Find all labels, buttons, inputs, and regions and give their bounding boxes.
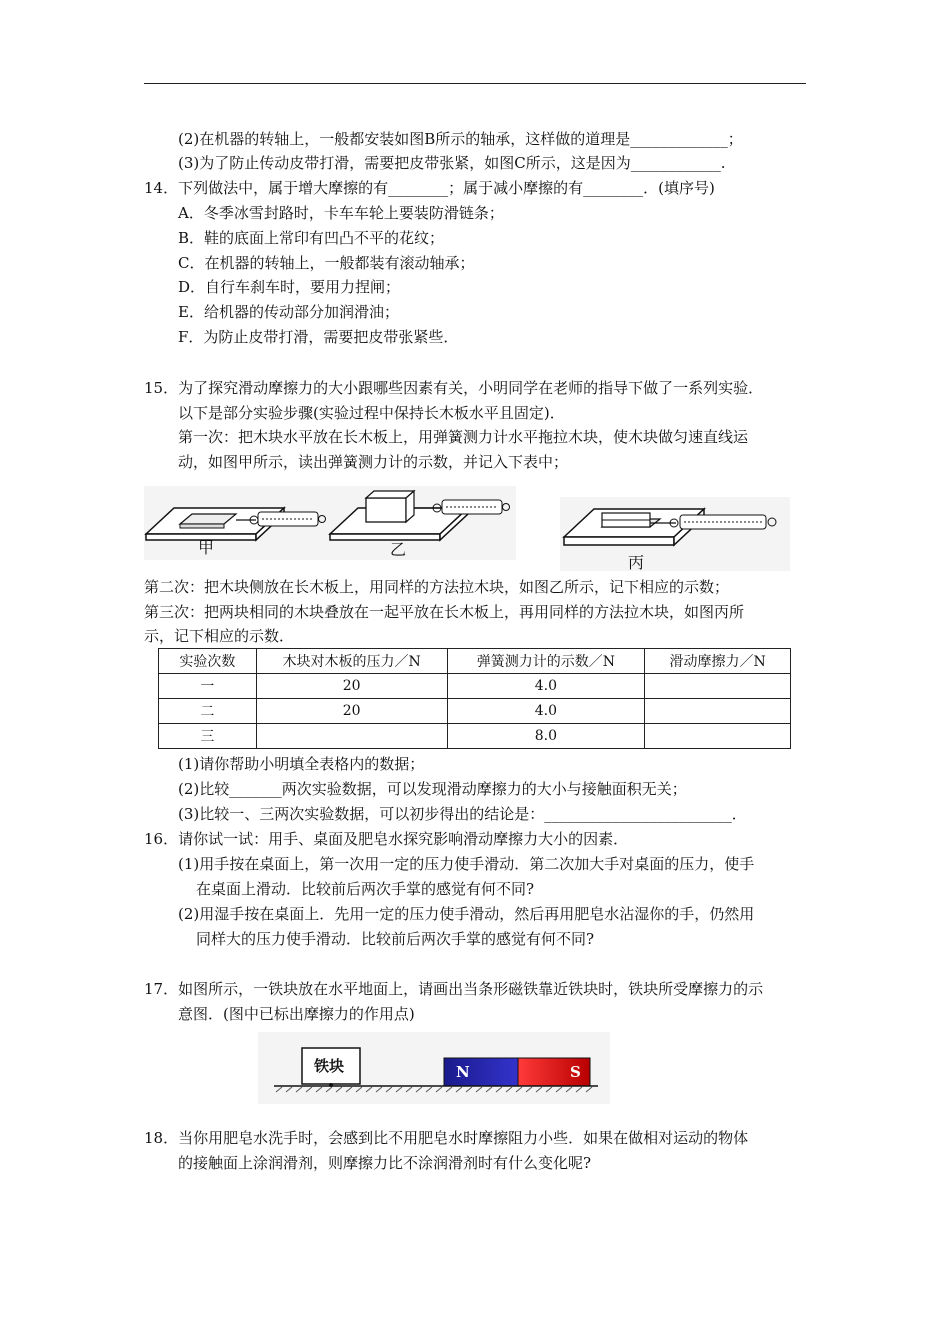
q14-option-a: A．冬季冰雪封路时，卡车车轮上要装防滑链条； [178, 204, 504, 222]
q14-option-d: D．自行车刹车时，要用力捏闸； [178, 278, 401, 296]
q15-stem-2: 以下是部分实验步骤(实验过程中保持长木板水平且固定)． [178, 404, 565, 422]
q15-sub2: (2)比较_______两次实验数据，可以发现滑动摩擦力的大小与接触面积无关； [178, 780, 687, 798]
q17-stem-cont: 意图．(图中已标出摩擦力的作用点) [178, 1005, 415, 1023]
q14-option-b: B．鞋的底面上常印有凹凸不平的花纹； [178, 229, 445, 247]
q15-sub1: (1)请你帮助小明填全表格内的数据； [178, 755, 425, 773]
table-header-row [159, 649, 791, 674]
q14-stem: 14．下列做法中，属于增大摩擦的有________；属于减小摩擦的有________．(填序号) [144, 179, 715, 197]
q13-part3: (3)为了防止传动皮带打滑，需要把皮带张紧，如图C所示，这是因为____________. [178, 154, 726, 172]
label-bing: 丙 [628, 553, 645, 572]
table-cell: 一 [159, 674, 257, 699]
table-cell: 20 [256, 699, 447, 724]
q16-stem: 16．请你试一试：用手、桌面及肥皂水探究影响滑动摩擦力大小的因素． [144, 830, 629, 848]
table-row [159, 699, 791, 724]
q15-stem: 15．为了探究滑动摩擦力的大小跟哪些因素有关，小明同学在老师的指导下做了一系列实验． [144, 379, 764, 397]
q15-step3: 第三次：把两块相同的木块叠放在一起平放在长木板上，再用同样的方法拉木块，如图丙所 [144, 603, 745, 621]
iron-magnet-drawing [258, 1032, 610, 1104]
table-cell [645, 674, 791, 699]
figure-bing [560, 497, 790, 571]
table-cell: 8.0 [447, 724, 645, 749]
table-cell: 4.0 [447, 674, 645, 699]
table-header-cell: 滑动摩擦力／N [645, 649, 791, 674]
table-header-cell: 弹簧测力计的示数／N [447, 649, 645, 674]
table-row [159, 724, 791, 749]
q13-part2: (2)在机器的转轴上，一般都安装如图B所示的轴承，这样做的道理是_____________； [178, 130, 743, 148]
table-row [159, 674, 791, 699]
q14-option-f: F．为防止皮带打滑，需要把皮带张紧些． [178, 328, 459, 346]
table-header-cell: 木块对木板的压力／N [256, 649, 447, 674]
q18-stem: 18．当你用肥皂水洗手时，会感到比不用肥皂水时摩擦阻力小些．如果在做相对运动的物体 [144, 1129, 749, 1147]
q15-step1-cont: 动，如图甲所示，读出弹簧测力计的示数，并记入下表中； [178, 453, 569, 471]
q14-option-c: C．在机器的转轴上，一般都装有滚动轴承； [178, 254, 475, 272]
table-header-cell: 实验次数 [159, 649, 257, 674]
q18-stem-cont: 的接触面上涂润滑剂，则摩擦力比不涂润滑剂时有什么变化呢? [178, 1154, 592, 1172]
q15-step3-cont: 示，记下相应的示数． [144, 627, 295, 645]
table-cell: 二 [159, 699, 257, 724]
q15-sub3: (3)比较一、三两次实验数据，可以初步得出的结论是：_________________________． [178, 805, 747, 823]
table-cell: 4.0 [447, 699, 645, 724]
iron-block-label: 铁块 [314, 1057, 345, 1075]
magnet-n-label: N [456, 1063, 470, 1081]
magnet-s-label: S [570, 1063, 581, 1081]
table-cell: 三 [159, 724, 257, 749]
header-rule [144, 83, 806, 84]
q14-option-e: E．给机器的传动部分加润滑油； [178, 303, 399, 321]
label-jia: 甲 [198, 538, 215, 557]
figure-iron-magnet [258, 1032, 610, 1104]
q16-sub2-cont: 同样大的压力使手滑动．比较前后两次手掌的感觉有何不同? [196, 930, 595, 948]
q16-sub1-cont: 在桌面上滑动．比较前后两次手掌的感觉有何不同? [196, 880, 535, 898]
q16-sub1: (1)用手按在桌面上，第一次用一定的压力使手滑动．第二次加大手对桌面的压力，使手 [178, 855, 755, 873]
table-cell [256, 724, 447, 749]
q16-sub2: (2)用湿手按在桌面上．先用一定的压力使手滑动，然后再用肥皂水沾湿你的手，仍然用 [178, 905, 755, 923]
table-cell [645, 699, 791, 724]
figure-jia-yi [144, 486, 516, 560]
q15-step2: 第二次：把木块侧放在长木板上，用同样的方法拉木块，如图乙所示，记下相应的示数； [144, 578, 730, 596]
experiment-table [158, 648, 791, 749]
table-cell: 20 [256, 674, 447, 699]
label-yi: 乙 [390, 540, 407, 559]
friction-stacked-drawing [560, 497, 790, 571]
q17-stem: 17．如图所示，一铁块放在水平地面上，请画出当条形磁铁靠近铁块时，铁块所受摩擦力的示 [144, 980, 764, 998]
table-cell [645, 724, 791, 749]
q15-step1: 第一次：把木块水平放在长木板上，用弹簧测力计水平拖拉木块，使木块做匀速直线运 [178, 428, 749, 446]
